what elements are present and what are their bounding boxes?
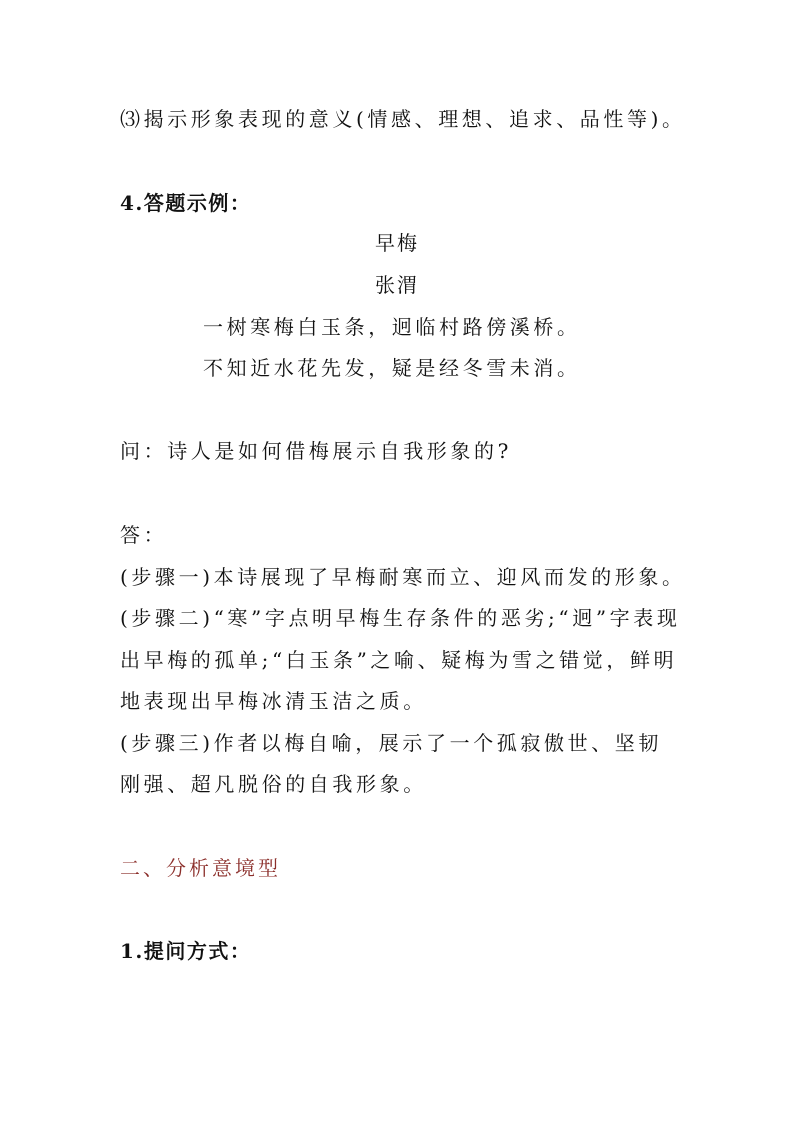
step3-instruction: ⑶揭示形象表现的意义(情感、理想、追求、品性等)。 <box>120 107 686 131</box>
answer-step3-line1: (步骤三)作者以梅自喻，展示了一个孤寂傲世、坚韧 <box>120 731 663 755</box>
answer-step2-line1: (步骤二)“寒”字点明早梅生存条件的恶劣;“迥”字表现 <box>120 606 681 630</box>
poem-title: 早梅 <box>375 231 419 255</box>
section-heading: 二、分析意境型 <box>120 856 281 880</box>
poem-author: 张渭 <box>375 273 419 297</box>
answer-step1: (步骤一)本诗展现了早梅耐寒而立、迎风而发的形象。 <box>120 565 686 589</box>
answer-step3-line2: 刚强、超凡脱俗的自我形象。 <box>120 772 427 796</box>
answer-step2-line3: 地表现出早梅冰清玉洁之质。 <box>120 689 427 713</box>
sub-heading: 1.提问方式： <box>120 939 252 963</box>
question-text: 问：诗人是如何借梅展示自我形象的? <box>120 439 512 463</box>
example-heading: 4.答题示例： <box>120 191 252 215</box>
poem-line-2: 不知近水花先发，疑是经冬雪未消。 <box>203 356 581 380</box>
poem-line-1: 一树寒梅白玉条，迥临村路傍溪桥。 <box>203 315 581 339</box>
answer-label: 答： <box>120 523 168 547</box>
answer-step2-line2: 出早梅的孤单;“白玉条”之喻、疑梅为雪之错觉，鲜明 <box>120 648 678 672</box>
